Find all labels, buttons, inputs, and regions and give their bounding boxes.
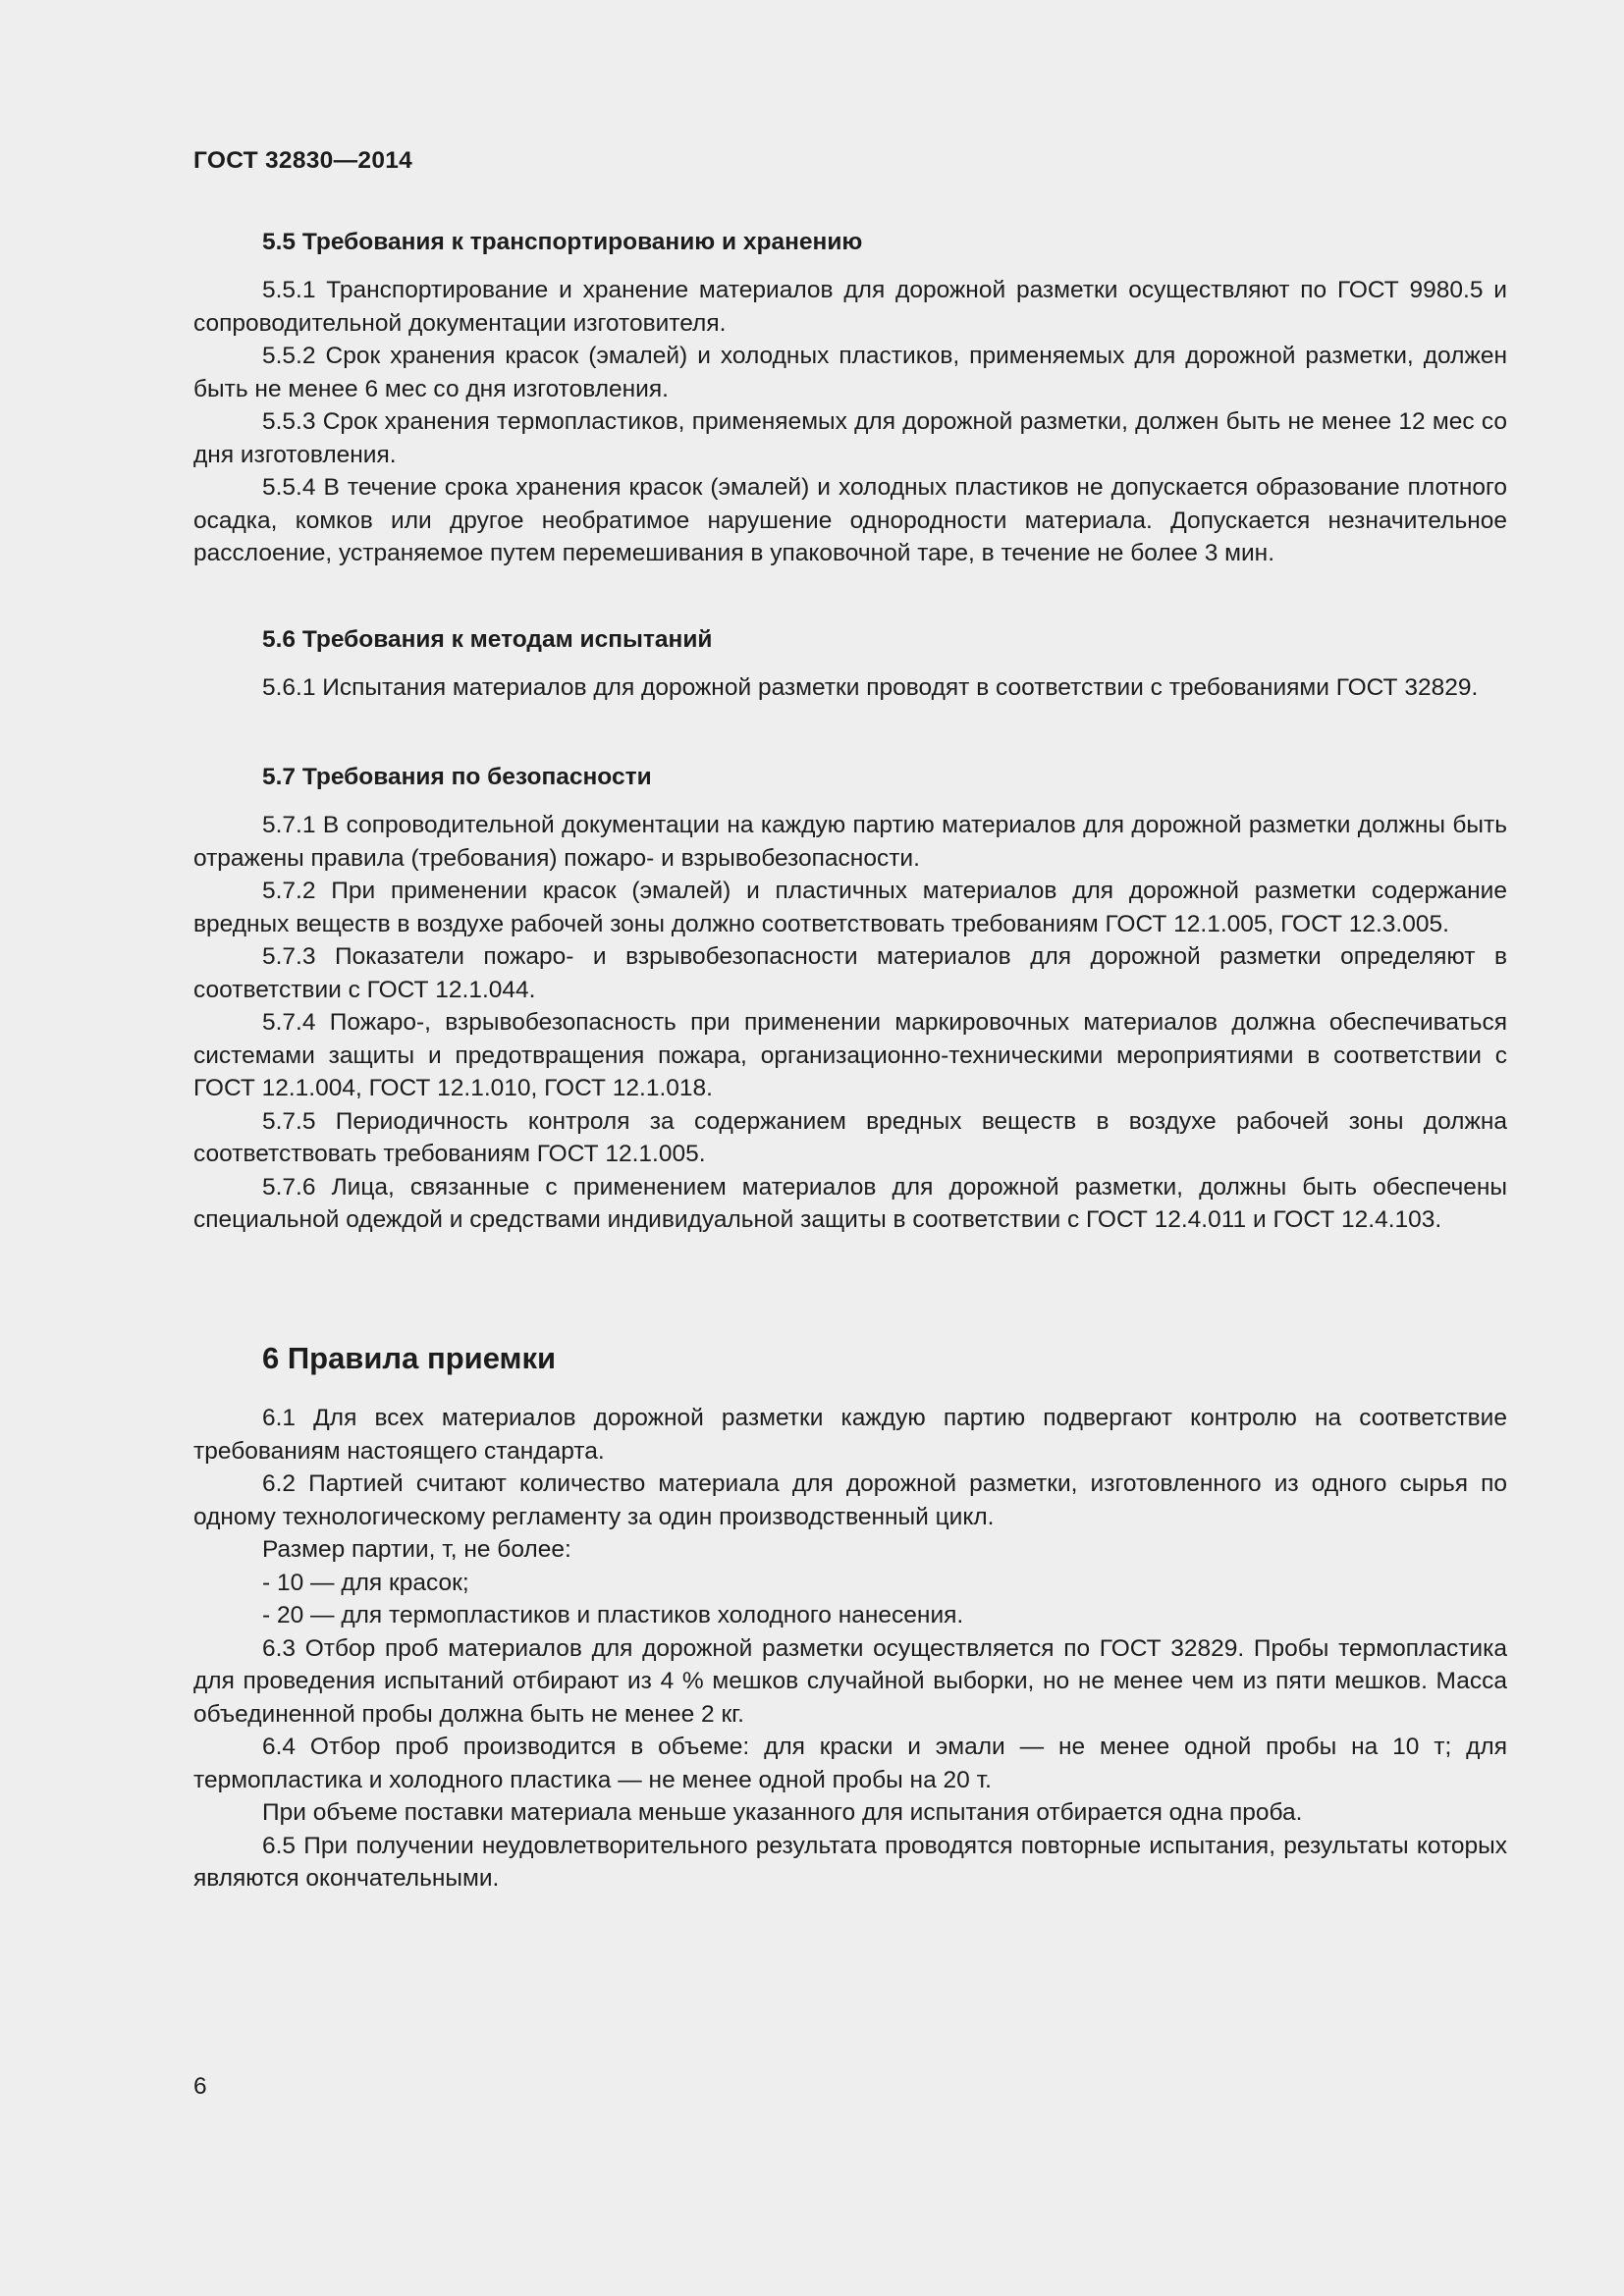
section-5-5-title: 5.5 Требования к транспортированию и хранению [262, 229, 863, 255]
section-5-7-title: 5.7 Требования по безопасности [262, 764, 652, 790]
lot-size-item-thermoplastics: - 20 — для термопластиков и пластиков холодного нанесения. [262, 1602, 964, 1629]
page-number: 6 [193, 2073, 207, 2100]
section-6-body [193, 1402, 1507, 1896]
paragraph-6-4: 6.4 Отбор проб производится в объеме: для краски и эмали — не менее одной пробы на 10 т; для термопластика и холодного пластика — не менее одной пробы на 20 т. [193, 1734, 1507, 1793]
paragraph-5-5-4: 5.5.4 В течение срока хранения красок (эмалей) и холодных пластиков не допускается образование плотного осадка, комков или другое необратимое нарушение однородности материала. Допускается незначительное расслоение, устраняемое путем перемешивания в упаковочной таре, в течение не более 3 мин. [193, 474, 1507, 566]
paragraph-5-7-2: 5.7.2 При применении красок (эмалей) и пластичных материалов для дорожной разметки содержание вредных веществ в воздухе рабочей зоны должно соответствовать требованиям ГОСТ 12.1.005, ГОСТ 12.3.005. [193, 878, 1507, 937]
lot-size-label: Размер партии, т, не более: [262, 1536, 571, 1563]
paragraph-5-7-5: 5.7.5 Периодичность контроля за содержанием вредных веществ в воздухе рабочей зоны должна соответствовать требованиям ГОСТ 12.1.005. [193, 1107, 1507, 1167]
paragraph-5-5-1: 5.5.1 Транспортирование и хранение материалов для дорожной разметки осуществляют по ГОСТ 9980.5 и сопроводительной документации изготовителя. [193, 277, 1507, 337]
section-6-title: 6 Правила приемки [262, 1341, 557, 1375]
paragraph-6-3: 6.3 Отбор проб материалов для дорожной разметки осуществляется по ГОСТ 32829. Пробы термопластика для проведения испытаний отбирают из 4 % мешков случайной выборки, но не менее чем из пяти мешков. Масса объединенной пробы должна быть не менее 2 кг. [193, 1634, 1507, 1728]
paragraph-6-4-note: При объеме поставки материала меньше указанного для испытания отбирается одна проба. [262, 1799, 1303, 1826]
paragraph-6-5: 6.5 При получении неудовлетворительного результата проводятся повторные испытания, результаты которых являются окончательными. [193, 1832, 1507, 1892]
paragraph-5-7-1: 5.7.1 В сопроводительной документации на каждую партию материалов для дорожной разметки должны быть отражены правила (требования) пожаро- и взрывобезопасности. [193, 812, 1507, 872]
lot-size-item-paints: - 10 — для красок; [262, 1569, 469, 1596]
paragraph-5-6-1: 5.6.1 Испытания материалов для дорожной разметки проводят в соответствии с требованиями ГОСТ 32829. [262, 674, 1479, 701]
paragraph-5-7-4: 5.7.4 Пожаро-, взрывобезопасность при применении маркировочных материалов должна обеспечиваться системами защиты и предотвращения пожара, организационно-техническими мероприятиями в соответствии с ГОСТ 12.1.004, ГОСТ 12.1.010, ГОСТ 12.1.018. [193, 1009, 1507, 1101]
paragraph-5-5-2: 5.5.2 Срок хранения красок (эмалей) и холодных пластиков, применяемых для дорожной разметки, должен быть не менее 6 мес со дня изготовления. [193, 343, 1507, 402]
section-5-6-body [193, 671, 1507, 705]
paragraph-5-7-6: 5.7.6 Лица, связанные с применением материалов для дорожной разметки, должны быть обеспечены специальной одеждой и средствами индивидуальной защиты в соответствии с ГОСТ 12.4.011 и ГОСТ 12.4.103. [193, 1173, 1507, 1233]
paragraph-6-2: 6.2 Партией считают количество материала для дорожной разметки, изготовленного из одного сырья по одному технологическому регламенту за один производственный цикл. [193, 1470, 1507, 1530]
paragraph-6-1: 6.1 Для всех материалов дорожной разметки каждую партию подвергают контролю на соответствие требованиям настоящего стандарта. [193, 1405, 1507, 1465]
section-5-7-body [193, 809, 1507, 1237]
paragraph-5-5-3: 5.5.3 Срок хранения термопластиков, применяемых для дорожной разметки, должен быть не менее 12 мес со дня изготовления. [193, 408, 1507, 468]
section-5-6-title: 5.6 Требования к методам испытаний [262, 626, 713, 653]
paragraph-5-7-3: 5.7.3 Показатели пожаро- и взрывобезопасности материалов для дорожной разметки определяют в соответствии с ГОСТ 12.1.044. [193, 943, 1507, 1003]
section-5-5-body [193, 274, 1507, 570]
document-header: ГОСТ 32830—2014 [193, 147, 413, 174]
